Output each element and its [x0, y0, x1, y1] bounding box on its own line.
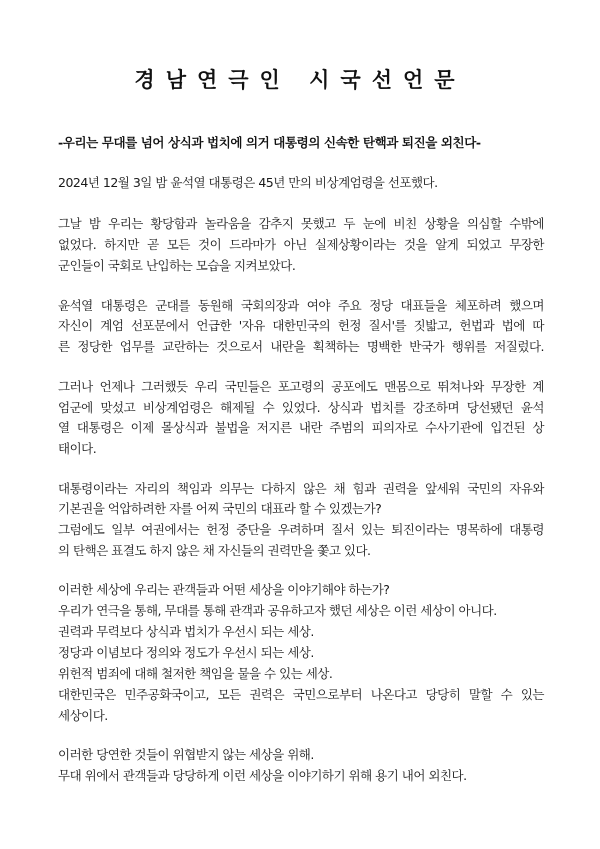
paragraph-line: 세상이다.	[58, 708, 108, 723]
paragraph-line: 의 탄핵은 표결도 하지 않은 채 자신들의 권력만을 쫓고 있다.	[58, 543, 371, 558]
paragraph-line: 우리가 연극을 통해, 무대를 통해 관객과 공유하고자 했던 세상은 이런 세상이 아니다.	[58, 603, 497, 618]
paragraph-line: 윤석열 대통령은 군대를 동원해 국회의장과 여야 주요 정당 대표들을 체포하려 했으며	[58, 298, 544, 313]
paragraph-line: 무대 위에서 관객들과 당당하게 이런 세상을 이야기하기 위해 용기 내어 외친다.	[58, 768, 467, 783]
paragraph-line: 권력과 무력보다 상식과 법치가 우선시 되는 세상.	[58, 624, 314, 639]
paragraph-line: 열 대통령은 이제 몰상식과 불법을 저지른 내란 주범의 피의자로 수사기관에 입건된 상	[58, 420, 544, 435]
paragraph-line: 이러한 당연한 것들이 위협받지 않는 세상을 위해.	[58, 747, 314, 762]
paragraph-line: 2024년 12월 3일 밤 윤석열 대통령은 45년 만의 비상계엄령을 선포했다.	[58, 175, 438, 190]
paragraph-line: 른 정당한 업무를 교란하는 것으로서 내란을 획책하는 명백한 반국가 행위를 저질렀다.	[58, 339, 544, 354]
paragraph-line: 그러나 언제나 그러했듯 우리 국민들은 포고령의 공포에도 맨몸으로 뛰쳐나와 무장한 계	[58, 379, 544, 394]
paragraph-line: 자신이 계엄 선포문에서 언급한 '자유 대한민국의 헌정 질서'를 짓밟고, 헌법과 법에 따	[58, 318, 544, 333]
paragraph-line: 기본권을 억압하려한 자를 어찌 국민의 대표라 할 수 있겠는가?	[58, 501, 382, 516]
paragraph-line: 엄군에 맞섰고 비상계엄령은 해제될 수 있었다. 상식과 법치를 강조하며 당선됐던 윤석	[58, 400, 544, 415]
paragraph-line: 군인들이 국회로 난입하는 모습을 지켜보았다.	[58, 258, 296, 273]
paragraph-line: 위헌적 범죄에 대해 철저한 책임을 물을 수 있는 세상.	[58, 666, 333, 681]
paragraph-line: 그날 밤 우리는 황당함과 놀라움을 감추지 못했고 두 눈에 비친 상황을 의심할 수밖에	[58, 216, 544, 231]
paragraph-line: 없었다. 하지만 곧 모든 것이 드라마가 아닌 실제상황이라는 것을 알게 되었고 무장한	[58, 237, 544, 252]
document-subtitle: -우리는 무대를 넘어 상식과 법치에 의거 대통령의 신속한 탄핵과 퇴진을 외친다-	[58, 135, 481, 150]
paragraph-line: 대통령이라는 자리의 책임과 의무는 다하지 않은 채 힘과 권력을 앞세워 국민의 자유와	[58, 481, 544, 496]
paragraph-line: 이러한 세상에 우리는 관객들과 어떤 세상을 이야기해야 하는가?	[58, 582, 390, 597]
paragraph-line: 그럼에도 일부 여권에서는 헌정 중단을 우려하며 질서 있는 퇴진이라는 명목하에 대통령	[58, 522, 544, 537]
paragraph-line: 대한민국은 민주공화국이고, 모든 권력은 국민으로부터 나온다고 당당히 말할 수 있는	[58, 687, 544, 702]
paragraph-line: 태이다.	[58, 441, 97, 456]
paragraph-line: 정당과 이념보다 정의와 정도가 우선시 되는 세상.	[58, 645, 314, 660]
document-title: 경남연극인 시국선언문	[134, 67, 466, 92]
